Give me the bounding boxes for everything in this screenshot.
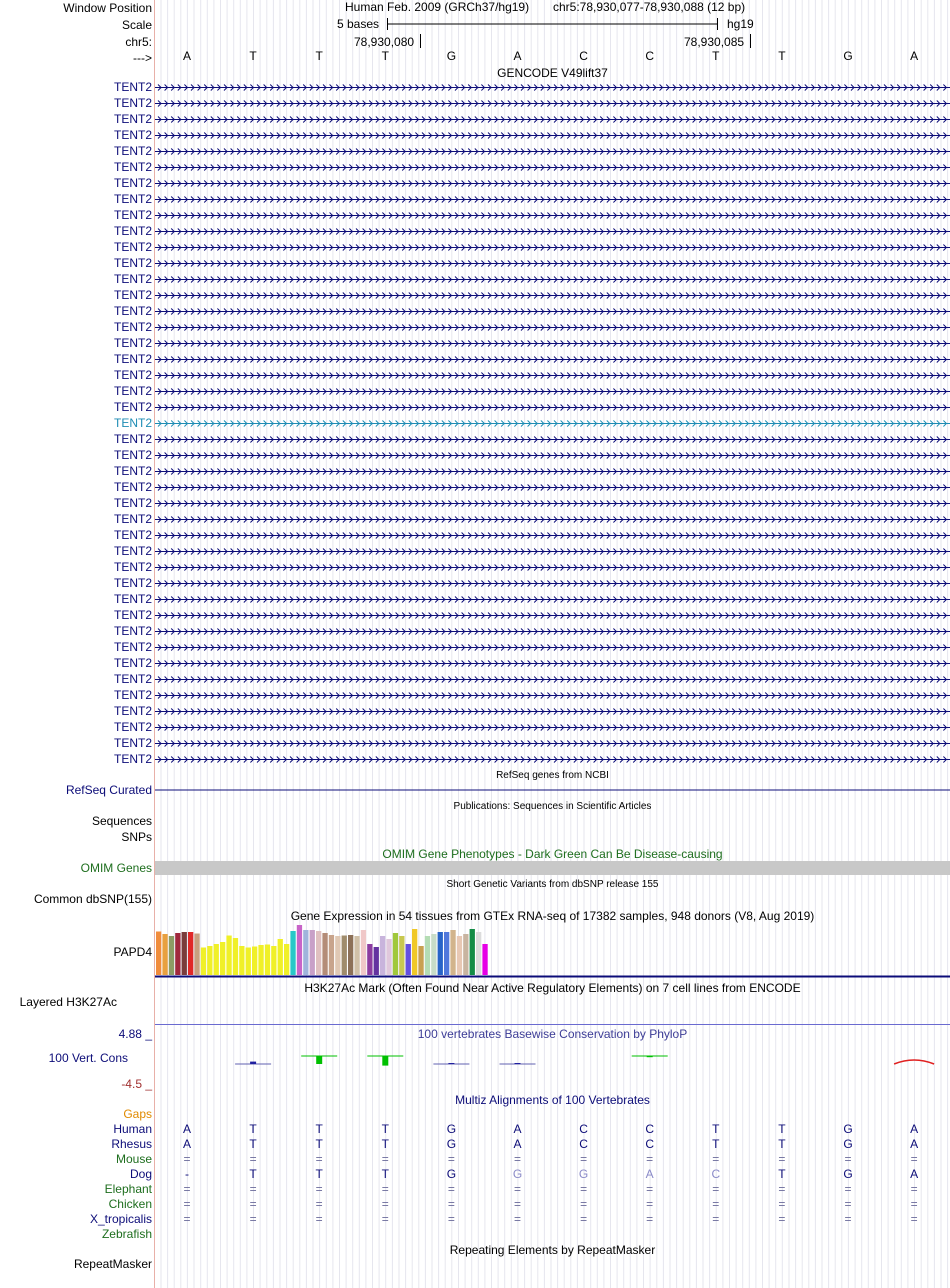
gencode-gene-label[interactable]: TENT2 — [113, 592, 152, 606]
alignment-base: A — [513, 1137, 522, 1151]
alignment-base: T — [381, 1137, 389, 1151]
gencode-gene-label[interactable]: TENT2 — [113, 752, 152, 766]
phylop-title: 100 vertebrates Basewise Conservation by PhyloP — [417, 1027, 688, 1041]
species-label[interactable]: Mouse — [115, 1152, 152, 1166]
gencode-transcript — [155, 645, 950, 651]
gencode-gene-label[interactable]: TENT2 — [113, 384, 152, 398]
gencode-transcript — [155, 405, 950, 411]
alignment-base: = — [447, 1152, 455, 1166]
gencode-gene-label[interactable]: TENT2 — [113, 352, 152, 366]
gencode-gene-label[interactable]: TENT2 — [113, 672, 152, 686]
ref-base: G — [446, 49, 457, 63]
gencode-gene-label[interactable]: TENT2 — [113, 656, 152, 670]
gencode-transcript — [155, 229, 950, 235]
alignment-base: A — [910, 1167, 919, 1181]
alignment-base: = — [513, 1197, 521, 1211]
gencode-transcript — [155, 485, 950, 491]
gencode-transcript — [155, 245, 950, 251]
phylop-track[interactable] — [155, 1044, 950, 1084]
gtex-tissue-bar — [297, 925, 302, 975]
gencode-gene-label[interactable]: TENT2 — [113, 320, 152, 334]
gencode-transcript — [155, 213, 950, 219]
phylop-curve — [894, 1060, 934, 1064]
gencode-gene-label[interactable]: TENT2 — [113, 416, 152, 430]
alignment-base: = — [844, 1197, 852, 1211]
refseq-title: RefSeq genes from NCBI — [496, 770, 609, 781]
alignment-base: A — [182, 1122, 191, 1136]
gencode-transcript — [155, 757, 950, 763]
alignment-base: = — [447, 1212, 455, 1226]
gencode-gene-label[interactable]: TENT2 — [113, 224, 152, 238]
phylop-min-label: -4.5 _ — [121, 1077, 152, 1091]
gtex-tissue-bar — [226, 936, 231, 976]
gtex-tissue-bar — [271, 946, 276, 975]
ref-base: A — [182, 49, 191, 63]
gencode-gene-label[interactable]: TENT2 — [113, 624, 152, 638]
gencode-gene-label[interactable]: TENT2 — [113, 192, 152, 206]
alignment-base: = — [249, 1182, 257, 1196]
alignment-base: T — [712, 1137, 720, 1151]
alignment-base: = — [249, 1152, 257, 1166]
gtex-tissue-bar — [342, 936, 347, 976]
refseq-track[interactable] — [155, 783, 950, 797]
gencode-gene-label[interactable]: TENT2 — [113, 240, 152, 254]
gencode-gene-label[interactable]: TENT2 — [113, 528, 152, 542]
gtex-tissue-bar — [162, 934, 167, 975]
gencode-gene-label[interactable]: TENT2 — [113, 112, 152, 126]
h3k27ac-title: H3K27Ac Mark (Often Found Near Active Regulatory Elements) on 7 cell lines from ENCODE — [304, 981, 801, 995]
alignment-base: = — [844, 1152, 852, 1166]
gtex-tissue-bar — [265, 945, 270, 976]
alignment-base: A — [910, 1122, 919, 1136]
gencode-transcript — [155, 533, 950, 539]
species-label[interactable]: Rhesus — [111, 1137, 152, 1151]
gtex-tissue-bar — [322, 933, 327, 975]
alignment-base: A — [513, 1122, 522, 1136]
gencode-gene-label[interactable]: TENT2 — [113, 496, 152, 510]
gencode-transcript — [155, 309, 950, 315]
phylop-bar — [448, 1063, 454, 1064]
phylop-base-score — [632, 1056, 668, 1057]
gencode-gene-label[interactable]: TENT2 — [113, 576, 152, 590]
alignment-base: = — [447, 1197, 455, 1211]
gencode-transcript — [155, 453, 950, 459]
gtex-tissue-bar — [175, 933, 180, 975]
ref-base: T — [381, 49, 389, 63]
gtex-tissue-bar — [482, 944, 487, 975]
gtex-tissue-bar — [476, 932, 481, 975]
position-text[interactable]: chr5:78,930,077-78,930,088 (12 bp) — [553, 0, 746, 14]
alignment-base: = — [712, 1182, 720, 1196]
alignment-base: = — [646, 1212, 654, 1226]
chrom-label: chr5: — [125, 35, 152, 49]
alignment-base: = — [183, 1152, 191, 1166]
alignment-base: G — [843, 1167, 853, 1181]
gencode-gene-label[interactable]: TENT2 — [113, 704, 152, 718]
gencode-gene-label[interactable]: TENT2 — [113, 512, 152, 526]
gtex-tissue-bar — [348, 935, 353, 975]
gencode-gene-label[interactable]: TENT2 — [113, 368, 152, 382]
gencode-transcript — [155, 85, 950, 91]
alignment-base: G — [843, 1122, 853, 1136]
gtex-title: Gene Expression in 54 tissues from GTEx RNA-seq of 17382 samples, 948 donors (V8, Aug 2019) — [290, 909, 815, 923]
alignment-base: = — [646, 1197, 654, 1211]
alignment-base: A — [645, 1167, 654, 1181]
ref-base: T — [778, 49, 786, 63]
alignment-base: = — [249, 1197, 257, 1211]
alignment-base: T — [381, 1167, 389, 1181]
alignment-base: G — [843, 1137, 853, 1151]
snps-label[interactable]: SNPs — [121, 830, 152, 844]
alignment-base: = — [646, 1182, 654, 1196]
gencode-transcript — [155, 661, 950, 667]
ref-base: C — [645, 49, 655, 63]
gtex-tissue-bar — [303, 930, 308, 975]
alignment-base: = — [183, 1182, 191, 1196]
alignment-base: = — [183, 1212, 191, 1226]
gencode-gene-label[interactable]: TENT2 — [113, 464, 152, 478]
alignment-base: C — [579, 1137, 588, 1151]
alignment-base: - — [185, 1167, 189, 1181]
alignment-base: = — [844, 1212, 852, 1226]
repeatmasker-title: Repeating Elements by RepeatMasker — [449, 1243, 656, 1257]
phylop-base-score — [433, 1063, 469, 1064]
gencode-transcript — [155, 421, 950, 427]
gencode-transcript — [155, 117, 950, 123]
alignment-base: A — [182, 1137, 191, 1151]
gtex-tissue-bar — [399, 936, 404, 975]
species-label[interactable]: Human — [113, 1122, 152, 1136]
phylop-base-score — [367, 1056, 403, 1066]
phylop-label[interactable]: 100 Vert. Cons — [48, 1051, 128, 1065]
gtex-tissue-bar — [418, 946, 423, 975]
scale-text: 5 bases — [337, 17, 380, 31]
alignment-base: T — [315, 1122, 323, 1136]
alignment-base: = — [381, 1212, 389, 1226]
alignment-base: T — [712, 1122, 720, 1136]
alignment-base: = — [447, 1182, 455, 1196]
alignment-base: = — [778, 1152, 786, 1166]
gtex-tissue-bar — [201, 948, 206, 976]
refseq-label[interactable]: RefSeq Curated — [65, 783, 152, 797]
gtex-tissue-bar — [393, 933, 398, 975]
omim-label[interactable]: OMIM Genes — [80, 861, 152, 875]
gtex-tissue-bar — [412, 929, 417, 975]
phylop-bar — [250, 1062, 256, 1064]
alignment-base: C — [711, 1167, 721, 1181]
gencode-title: GENCODE V49lift37 — [497, 66, 608, 80]
gencode-transcript — [155, 277, 950, 283]
gtex-bar-chart[interactable] — [155, 924, 950, 978]
gtex-tissue-bar — [207, 946, 212, 975]
alignment-base: T — [249, 1137, 257, 1151]
gtex-tissue-bar — [156, 932, 161, 976]
track-label-column — [0, 0, 155, 1288]
publications-title: Publications: Sequences in Scientific Articles — [453, 801, 652, 812]
alignment-base: C — [579, 1122, 588, 1136]
phylop-bar — [515, 1063, 521, 1064]
alignment-base: = — [712, 1152, 720, 1166]
gencode-transcript — [155, 325, 950, 331]
gencode-gene-label[interactable]: TENT2 — [113, 208, 152, 222]
gtex-tissue-bar — [290, 931, 295, 975]
alignment-base: = — [183, 1197, 191, 1211]
alignment-base: = — [513, 1152, 521, 1166]
alignment-base: T — [778, 1167, 786, 1181]
alignment-base: T — [315, 1137, 323, 1151]
species-label[interactable]: Elephant — [104, 1182, 152, 1196]
gencode-gene-label[interactable]: TENT2 — [113, 432, 152, 446]
alignment-base: = — [381, 1197, 389, 1211]
gencode-gene-label[interactable]: TENT2 — [113, 544, 152, 558]
gtex-tissue-bar — [425, 936, 430, 975]
gtex-tissue-bar — [329, 935, 334, 975]
gencode-gene-label[interactable]: TENT2 — [113, 720, 152, 734]
gencode-gene-label[interactable]: TENT2 — [113, 304, 152, 318]
gencode-transcript — [155, 517, 950, 523]
omim-bar[interactable] — [155, 861, 950, 875]
multiz-title: Multiz Alignments of 100 Vertebrates — [455, 1093, 650, 1107]
gencode-transcript — [155, 389, 950, 395]
ref-base: T — [315, 49, 323, 63]
alignment-base: = — [315, 1197, 323, 1211]
gencode-transcript — [155, 709, 950, 715]
gencode-transcript — [155, 501, 950, 507]
alignment-base: = — [580, 1152, 588, 1166]
ref-base: T — [249, 49, 257, 63]
alignment-base: = — [910, 1152, 918, 1166]
gtex-tissue-bar — [406, 944, 411, 975]
gtex-tissue-bar — [233, 938, 238, 975]
gencode-transcript — [155, 581, 950, 587]
h3k27ac-baseline — [155, 1024, 950, 1025]
gencode-transcript — [155, 597, 950, 603]
gencode-transcript — [155, 677, 950, 683]
gtex-tissue-bar — [374, 947, 379, 975]
alignment-base: = — [712, 1212, 720, 1226]
gencode-transcript — [155, 629, 950, 635]
alignment-base: = — [910, 1197, 918, 1211]
gtex-tissue-bar — [367, 944, 372, 975]
scale-label: Scale — [121, 18, 152, 32]
window-position-label: Window Position — [63, 1, 152, 15]
alignment-base: G — [446, 1167, 457, 1181]
alignment-base: C — [645, 1137, 655, 1151]
phylop-base-score — [235, 1062, 271, 1064]
gencode-gene-label[interactable]: TENT2 — [113, 336, 152, 350]
sequences-label[interactable]: Sequences — [91, 814, 152, 828]
gencode-gene-label[interactable]: TENT2 — [113, 256, 152, 270]
gencode-transcript — [155, 261, 950, 267]
alignment-base: = — [844, 1182, 852, 1196]
alignment-base: = — [580, 1212, 588, 1226]
gencode-transcript — [155, 149, 950, 155]
alignment-base: T — [249, 1122, 257, 1136]
gtex-tissue-bar — [194, 934, 199, 976]
ref-base: A — [910, 49, 919, 63]
gencode-transcript — [155, 693, 950, 699]
gtex-tissue-bar — [316, 931, 321, 975]
gtex-tissue-bar — [354, 936, 359, 975]
ref-base: G — [843, 49, 853, 63]
gtex-tissue-bar — [470, 929, 475, 975]
phylop-base-score — [500, 1063, 536, 1064]
gencode-transcript — [155, 725, 950, 731]
alignment-base: = — [778, 1212, 786, 1226]
gtex-tissue-bar — [188, 932, 193, 975]
gtex-tissue-bar — [252, 947, 257, 976]
species-label[interactable]: Dog — [129, 1167, 152, 1181]
gencode-gene-label[interactable]: TENT2 — [113, 288, 152, 302]
alignment-base: = — [778, 1197, 786, 1211]
alignment-base: = — [315, 1152, 323, 1166]
gtex-tissue-bar — [310, 930, 315, 975]
gencode-transcript — [155, 101, 950, 107]
species-label[interactable]: X_tropicalis — [89, 1212, 152, 1226]
gencode-transcript — [155, 133, 950, 139]
repeatmasker-label[interactable]: RepeatMasker — [73, 1257, 152, 1271]
alignment-base: C — [645, 1122, 655, 1136]
alignment-base: G — [446, 1137, 457, 1151]
alignment-base: = — [381, 1152, 389, 1166]
gtex-tissue-bar — [169, 936, 174, 975]
gtex-tissue-bar — [386, 939, 391, 975]
gtex-tissue-bar — [431, 934, 436, 975]
gencode-transcript — [155, 549, 950, 555]
gencode-gene-label[interactable]: TENT2 — [113, 448, 152, 462]
alignment-base: = — [910, 1212, 918, 1226]
gencode-transcript — [155, 341, 950, 347]
gencode-transcript — [155, 469, 950, 475]
gencode-transcript — [155, 741, 950, 747]
gtex-tissue-bar — [450, 930, 455, 975]
gtex-tissue-bar — [220, 942, 225, 975]
gtex-tissue-bar — [438, 932, 443, 975]
ref-base: A — [513, 49, 522, 63]
phylop-max-label: 4.88 _ — [118, 1027, 152, 1041]
db-text: hg19 — [727, 17, 754, 31]
alignment-base: T — [315, 1167, 323, 1181]
gencode-gene-label[interactable]: TENT2 — [113, 480, 152, 494]
gtex-tissue-bar — [246, 948, 251, 976]
gencode-gene-label[interactable]: TENT2 — [113, 640, 152, 654]
gencode-gene-label[interactable]: TENT2 — [113, 560, 152, 574]
gencode-gene-label[interactable]: TENT2 — [113, 128, 152, 142]
gencode-gene-label[interactable]: TENT2 — [113, 608, 152, 622]
gtex-tissue-bar — [444, 932, 449, 975]
ref-base: C — [579, 49, 588, 63]
alignment-base: = — [580, 1182, 588, 1196]
alignment-base: = — [513, 1212, 521, 1226]
gaps-label[interactable]: Gaps — [123, 1107, 152, 1121]
gencode-transcript — [155, 357, 950, 363]
gencode-gene-label[interactable]: TENT2 — [113, 160, 152, 174]
alignment-base: G — [578, 1167, 589, 1181]
gtex-gene-label[interactable]: PAPD4 — [113, 945, 152, 959]
gencode-transcript — [155, 165, 950, 171]
alignment-base: G — [446, 1122, 457, 1136]
alignment-base: T — [249, 1167, 257, 1181]
alignment-base: = — [315, 1182, 323, 1196]
alignment-base: = — [315, 1212, 323, 1226]
alignment-base: = — [646, 1152, 654, 1166]
species-label[interactable]: Chicken — [108, 1197, 152, 1211]
omim-title: OMIM Gene Phenotypes - Dark Green Can Be Disease-causing — [382, 847, 723, 861]
alignment-base: = — [381, 1182, 389, 1196]
gencode-gene-label[interactable]: TENT2 — [113, 80, 152, 94]
gencode-gene-label[interactable]: TENT2 — [113, 96, 152, 110]
gencode-transcripts[interactable] — [155, 80, 950, 770]
gtex-tissue-bar — [457, 936, 462, 975]
alignment-base: = — [513, 1182, 521, 1196]
alignment-base: = — [249, 1212, 257, 1226]
gencode-transcript — [155, 437, 950, 443]
phylop-base-score — [301, 1056, 337, 1064]
alignment-base: T — [778, 1137, 786, 1151]
alignment-base: = — [778, 1182, 786, 1196]
phylop-bar — [316, 1056, 322, 1064]
strand-label: ---> — [133, 51, 152, 65]
assembly-title: Human Feb. 2009 (GRCh37/hg19) — [345, 0, 530, 14]
gencode-gene-label[interactable]: TENT2 — [113, 736, 152, 750]
alignment-base: G — [512, 1167, 523, 1181]
gencode-gene-label[interactable]: TENT2 — [113, 400, 152, 414]
gencode-gene-label[interactable]: TENT2 — [113, 272, 152, 286]
track-image-area[interactable] — [155, 0, 950, 1288]
gtex-tissue-bar — [182, 932, 187, 975]
alignment-base: T — [778, 1122, 786, 1136]
gtex-tissue-bar — [214, 944, 219, 975]
gencode-gene-label[interactable]: TENT2 — [113, 688, 152, 702]
ref-base: T — [712, 49, 720, 63]
gencode-transcript — [155, 181, 950, 187]
dbsnp-title: Short Genetic Variants from dbSNP release 155 — [446, 879, 659, 890]
gencode-transcript — [155, 373, 950, 379]
gtex-tissue-bar — [284, 944, 289, 975]
gencode-gene-label[interactable]: TENT2 — [113, 144, 152, 158]
phylop-bar — [382, 1056, 388, 1066]
gtex-tissue-bar — [361, 930, 366, 975]
gencode-gene-label[interactable]: TENT2 — [113, 176, 152, 190]
phylop-base-score — [894, 1060, 934, 1064]
gencode-transcript — [155, 293, 950, 299]
gtex-tissue-bar — [278, 939, 283, 975]
gtex-tissue-bar — [258, 945, 263, 975]
species-label[interactable]: Zebrafish — [101, 1227, 152, 1241]
gtex-tissue-bar — [239, 946, 244, 975]
gtex-tissue-bar — [335, 936, 340, 975]
alignment-base: A — [910, 1137, 919, 1151]
scale-ruler — [155, 16, 950, 50]
gtex-tissue-bar — [380, 936, 385, 975]
alignment-base: = — [910, 1182, 918, 1196]
gencode-transcript — [155, 613, 950, 619]
gencode-transcript — [155, 197, 950, 203]
coord-left: 78,930,080 — [354, 35, 415, 49]
alignment-base: = — [580, 1197, 588, 1211]
alignment-base: = — [712, 1197, 720, 1211]
phylop-bar — [647, 1056, 653, 1057]
h3k27ac-label[interactable]: Layered H3K27Ac — [19, 995, 117, 1009]
gtex-tissue-bar — [463, 934, 468, 975]
alignment-base: T — [381, 1122, 389, 1136]
gencode-transcript — [155, 565, 950, 571]
coord-right: 78,930,085 — [684, 35, 745, 49]
dbsnp-label[interactable]: Common dbSNP(155) — [33, 892, 152, 906]
